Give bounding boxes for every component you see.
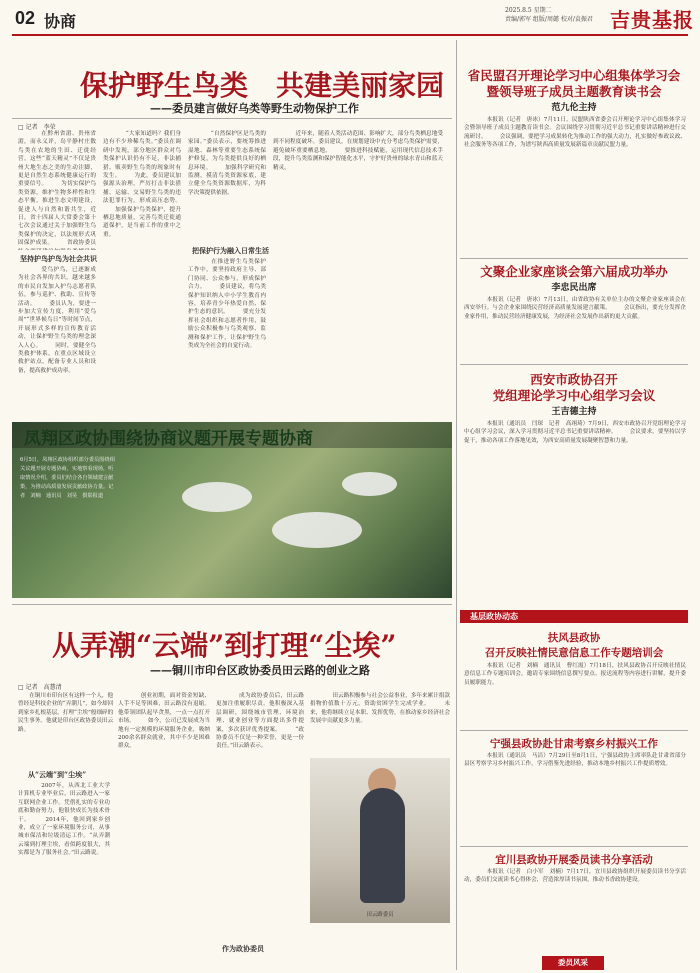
birds-photo [12, 422, 452, 598]
second-col-3 [216, 692, 304, 942]
brief-3-body [464, 868, 686, 952]
column-divider [456, 40, 457, 970]
paragraph: 在黔州省湄、贵州省湄，而永义评，岛平静村庄数鸟类在农地的生田、迁徙经营。这些“蓝天精灵”不仅是贵州大地生态之美的生动注脚，更是自然生态系统健康运行的重要信号。 为切实保护鸟类资源，维护生物多样性和生态平衡，推进生态文明建设，促进人与自然和谐共生，近日，省十四届人大常委会第十七次会议通过关于加强野生鸟类保护的决定，以法规形式巩固保护成果。 省政协委员 [18, 131, 96, 247]
right-article-1-title: 省民盟召开理论学习中心组集体学习会 [467, 68, 681, 83]
second-subhead-b: 作为政协委员 [222, 944, 264, 953]
right-article-3-body [464, 420, 686, 604]
main-subhead-b: 把保护行为融入日常生活 [192, 246, 269, 255]
divider [460, 846, 688, 847]
section-name: 协商 [44, 14, 77, 31]
paragraph: 本报讯（通讯员 马洁）7月29日至8月1日，宁强县政协主席率队赴甘肃省部分县区考察学习乡村振兴工作，学习借鉴先进经验，推动本地乡村振兴工作提质增效。 [464, 753, 686, 768]
main-col-1 [18, 130, 96, 250]
paragraph: 在推进野生鸟类保护工作中，要坚持政府主导、部门协同、公众参与，形成保护合力。 委员建议，将鸟类保护知识纳入中小学生教育内容，培养青少年热爱自然、保护生态的意识。 要充分发挥社会组织和志愿者作用，鼓励公众积极参与鸟类观察、监测和保护工作，让保护野生鸟类成为全社会的自觉行动。 [188, 259, 266, 350]
right-article-3-title-2: 党组理论学习中心组学习会议 [492, 388, 656, 403]
person-body [360, 788, 405, 903]
paragraph: 本报讯（记者 唐冰）7月13日，由省政协有关单位主办的文聚企业家座谈会在西安举行。与会企业家围绕民营经济高质量发展建言献策。 会议指出，要充分发挥企业家作用，推动民营经济健康发展，为经济社会发展作出新的更大贡献。 [464, 297, 686, 320]
issue-editors: 责编/郭军 组版/周懿 校对/袁振君 [505, 16, 593, 23]
bottom-section-tag: 委员风采 [542, 956, 604, 970]
page-number: 02 [15, 8, 36, 28]
paragraph: “大家知道吗？我们身边有不少珍稀鸟类。”委员在调研中发现，部分地区群众对鸟类保护认识仍有不足，非法捕猎、贩卖野生鸟类的现象时有发生。 为此，委员建议加强源头治理，严厉打击非法猎捕、运输、交易野生鸟类的违法犯罪行为，形成高压态势。 加强保护鸟类保护，提升栖息地质量，完善鸟类迁徙通道保护，是当前工作的重中之重。 [103, 131, 181, 238]
second-byline: □ 记者 高慧清 [18, 684, 62, 691]
paragraph: 爱鸟护鸟，已逐渐成为社会各界的共识。越来越多的市民自发加入护鸟志愿者队伍，参与巡护、救助、宣传等活动。 委员认为，要进一步加大宣传力度，利用“爱鸟周”“世界候鸟日”等时间节点，开展形式多样的宣传教育活动，让保护野生鸟类的理念深入人心。 同时，要健全鸟类救护体系，在重点区域设立救护站点，配备专业人员和设备，提高救护成功率。 [18, 267, 96, 374]
portrait-photo [310, 758, 450, 923]
second-headline: 从弄潮“云端”到打理“尘埃” [52, 629, 397, 662]
main-col-6 [273, 130, 443, 414]
paragraph: 2007年，从西北工业大学计算机专业毕业后，田云路进入一家互联网企业工作。凭借扎实的专业功底和勤奋努力，他很快成长为技术骨干。 2014年，他回到家乡创业，成立了一家环境服务公司，从事城市保洁和垃圾清运工作。“从弄潮云端到打理尘埃，看似跨度很大，其实都是为了服务社会。”田云路说。 [18, 783, 110, 857]
paragraph: 本报讯（记者 刘楠 通讯员 曹红霞）7月18日，扶风县政协召开反映社情民意信息工作专题培训会，邀请专家围绕信息撰写要点、报送流程等内容进行讲解，提升委员履职能力。 [464, 663, 686, 686]
brief-1-title: 扶风县政协 [547, 632, 601, 644]
issue-date: 2025.8.5 星期二 [505, 7, 552, 14]
paragraph: “自然保护区是鸟类的家园。”委员表示，要统筹推进湿地、森林等重要生态系统保护修复，为鸟类提供良好的栖息环境。 加强科学研究和监测，摸清鸟类资源家底，建立健全鸟类资源数据库，为科学决策提供依据。 [188, 131, 266, 196]
bird-shape [342, 472, 397, 496]
second-col-4 [310, 692, 450, 754]
right-article-2-body [464, 296, 686, 362]
brief-2-body [464, 752, 686, 842]
newspaper-brand: 吉贵基报 [610, 8, 694, 32]
right-article-1-body [464, 116, 686, 256]
bird-shape [272, 512, 362, 548]
second-subhead-a: 从“云端”到“尘埃” [28, 770, 87, 779]
main-byline: □ 记者 李荣 [18, 124, 56, 131]
right-article-2-author: 李忠民出席 [551, 283, 597, 293]
second-col-1 [18, 782, 110, 962]
paragraph: 本报讯（记者 唐冰）7月11日，民盟陕西省委会召开理论学习中心组集体学习会暨领导班子成员主题教育读书会。会议围绕学习贯彻习近平总书记重要讲话精神进行交流研讨。 会议强调，要把学习成果转化为推动工作的强大动力，扎实做好参政议政、社会服务等各项工作，为谱写陕西高质量发展新篇章贡献民盟力量。 [464, 117, 686, 149]
paragraph: 近年来，随着人类活动范围、影响扩大，部分鸟类栖息地受到不同程度破坏。委员建议，在规划建设中充分考虑鸟类保护需要，避免破坏重要栖息地。 要推进科技赋能，运用现代信息技术手段，提升鸟类监测和保护智能化水平，守护好贵州的绿水青山和蓝天精灵。 [273, 131, 443, 171]
photo-caption: 6月5日，凤翔区政协组织部分委员围绕相关议题开展专题协商，实地察看现场，听取情况介绍，委员们结合各自领域建言献策，为推动高质量发展贡献政协力量。记者 刘楠 通讯员 刘昊 摄影报道 [20, 457, 115, 499]
portrait-caption: 田云路委员 [366, 912, 394, 918]
section-bar-label: 基层政协动态 [470, 612, 518, 621]
brief-1-body [464, 662, 686, 728]
main-col-2 [18, 266, 96, 414]
second-subtitle: ——铜川市印台区政协委员田云路的创业之路 [150, 664, 370, 677]
right-article-3-author: 王吉德主持 [551, 407, 597, 417]
photo-banner-title: 凤翔区政协围绕协商议题开展专题协商 [24, 429, 313, 449]
brief-2-title: 宁强县政协赴甘肃考察乡村振兴工作 [490, 738, 658, 750]
right-article-1-author: 范九伦主持 [551, 103, 597, 113]
main-subtitle: ——委员建言做好乌类等野生动物保护工作 [150, 102, 359, 115]
divider [460, 364, 688, 365]
right-article-3-title: 西安市政协召开 [530, 372, 618, 387]
main-col-3 [103, 130, 181, 414]
right-article-1-title-2: 暨领导班子成员主题教育读书会 [486, 84, 662, 99]
paragraph: 成为政协委员后，田云路更加注重履职尽责。他积极深入基层调研，围绕城市管理、环境治理、就业创业等方面提出多件提案，多次获评优秀提案。 “政协委员不仅是一种荣誉，更是一份责任。”田云路表示。 [216, 693, 304, 750]
divider [460, 730, 688, 731]
header-rule [12, 34, 688, 36]
main-headline: 保护野生鸟类 共建美丽家园 [80, 69, 445, 102]
main-col-5 [188, 258, 266, 414]
paragraph: 本报讯（记者 白小军 刘楠）7月17日，宜川县政协组织开展委员读书分享活动，委员们交流读书心得体会，营造浓厚读书氛围，推动书香政协建设。 [464, 869, 686, 884]
brief-1-title-2: 召开反映社情民意信息工作专题培训会 [484, 647, 664, 659]
bird-shape [182, 482, 252, 512]
divider [12, 118, 452, 119]
second-col-2 [118, 692, 210, 962]
paragraph: 本报讯（通讯员 闫琛 记者 高翊琦）7月9日，西安市政协召开党组理论学习中心组学习会议，深入学习贯彻习近平总书记重要讲话精神。 会议要求，要坚持以学促干，推动各项工作落地见效，为西安高质量发展凝聚智慧和力量。 [464, 421, 686, 444]
brief-3-title: 宜川县政协开展委员读书分享活动 [495, 854, 653, 866]
paragraph: 创业初期，面对资金短缺、人手不足等困难，田云路没有退缩。他带领团队起早贪黑，一点一点打开市场。 如今，公司已发展成为当地有一定规模的环境服务企业，吸纳200余名群众就业，其中不少是困难群众。 [118, 693, 210, 750]
paragraph: 田云路积极参与社会公益事业，多年来累计捐款捐物价值数十万元，资助贫困学生完成学业。 未来，他将继续立足本职、发挥优势，在推动家乡经济社会发展中贡献更多力量。 [310, 693, 450, 725]
divider [12, 604, 452, 605]
divider [460, 258, 688, 259]
main-col-4 [188, 130, 266, 240]
right-article-2-title: 文聚企业家座谈会第六届成功举办 [480, 264, 668, 279]
issue-meta [505, 6, 593, 24]
main-subhead-a: 坚持护鸟护鸟为社会共识 [20, 254, 97, 263]
second-lead: 在铜川市印台区有这样一个人，他曾经是科技企业的“弄潮儿”，如今却回到家乡扎根基层，打理“尘埃”般细碎的民生事务。他就是印台区政协委员田云路。 [18, 693, 114, 733]
